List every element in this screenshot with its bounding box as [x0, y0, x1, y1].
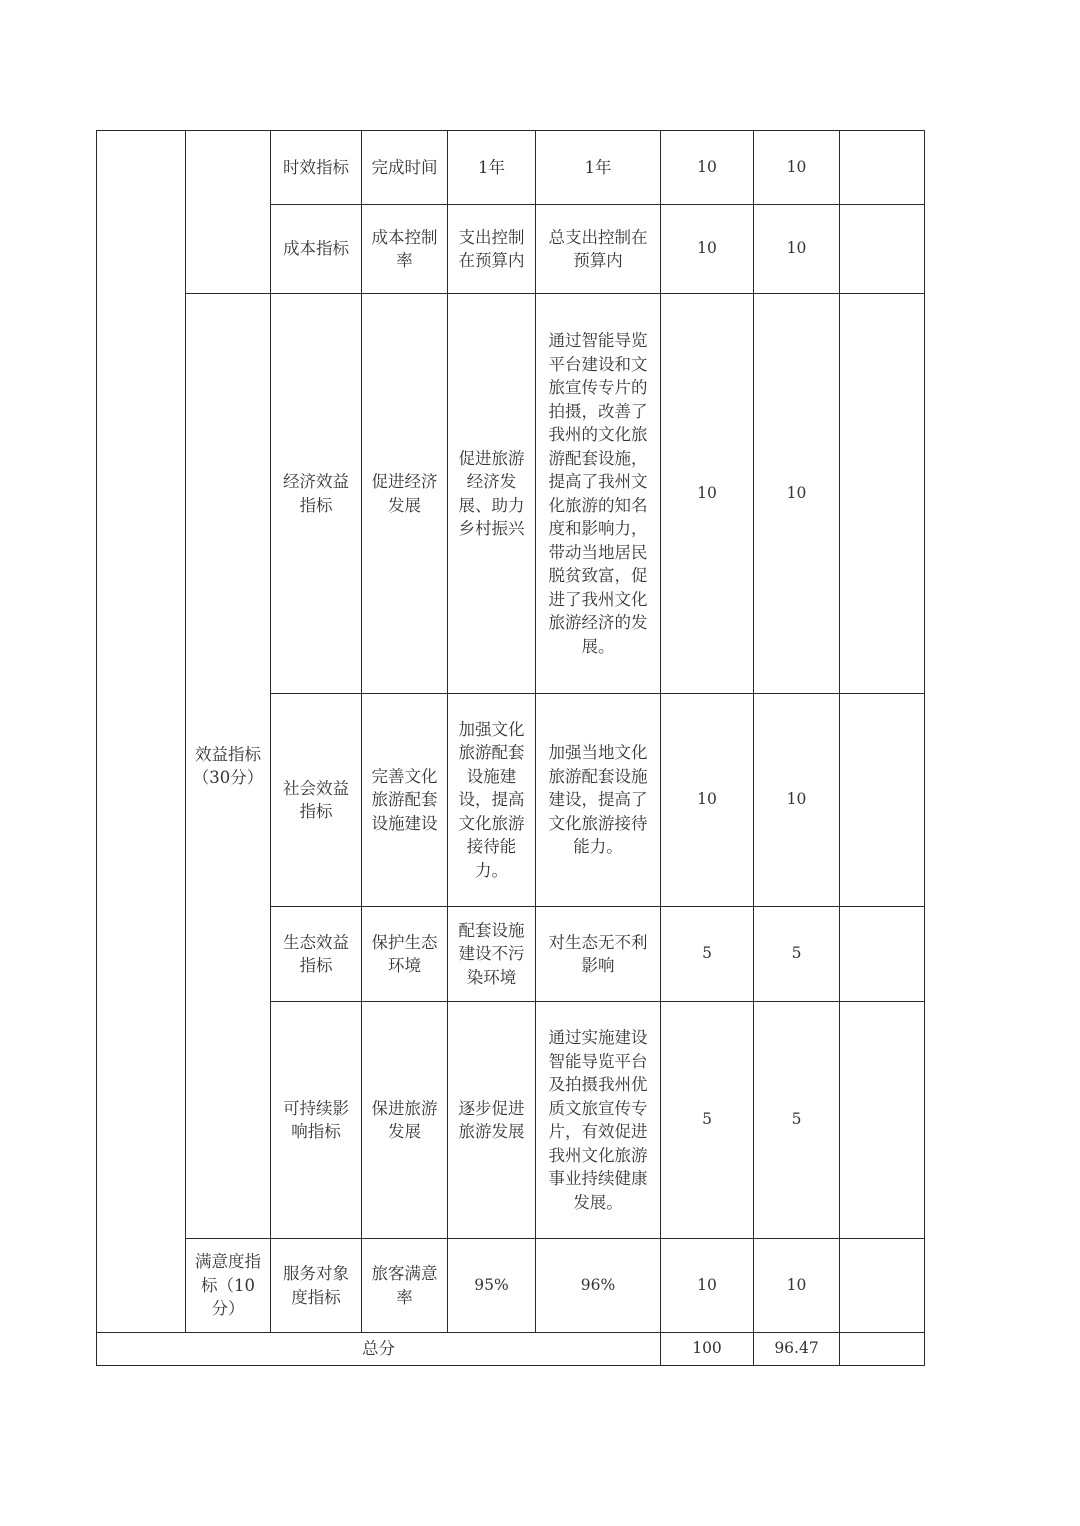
target-cell: 配套设施建设不污染环境 [448, 907, 536, 1002]
satisfaction-group-cell: 满意度指标（10分） [186, 1239, 271, 1333]
weight-cell: 5 [661, 1002, 754, 1239]
sub-indicator-cell: 完成时间 [362, 131, 448, 205]
performance-table [96, 130, 925, 1366]
table-row-timeliness [97, 131, 925, 205]
target-cell: 加强文化旅游配套设施建设，提高文化旅游接待能力。 [448, 694, 536, 907]
sub-indicator-cell: 促进经济发展 [362, 294, 448, 694]
sub-indicator-cell: 旅客满意率 [362, 1239, 448, 1333]
target-cell: 1年 [448, 131, 536, 205]
note-cell [840, 1002, 925, 1239]
benefit-group-cell: 效益指标（30分） [186, 294, 271, 1239]
sub-indicator-cell: 保护生态环境 [362, 907, 448, 1002]
weight-cell: 10 [661, 131, 754, 205]
total-weight-cell: 100 [661, 1333, 754, 1366]
score-cell: 5 [754, 1002, 840, 1239]
actual-cell: 通过实施建设智能导览平台及拍摄我州优质文旅宣传专片，有效促进我州文化旅游事业持续健康发展。 [536, 1002, 661, 1239]
weight-cell: 10 [661, 1239, 754, 1333]
target-cell: 95% [448, 1239, 536, 1333]
actual-cell: 加强当地文化旅游配套设施建设，提高了文化旅游接待能力。 [536, 694, 661, 907]
note-cell [840, 907, 925, 1002]
indicator-cell: 经济效益指标 [271, 294, 362, 694]
weight-cell: 5 [661, 907, 754, 1002]
score-cell: 10 [754, 694, 840, 907]
note-cell [840, 694, 925, 907]
score-cell: 5 [754, 907, 840, 1002]
indicator-cell: 可持续影响指标 [271, 1002, 362, 1239]
total-score-cell: 96.47 [754, 1333, 840, 1366]
note-cell [840, 205, 925, 294]
actual-cell: 对生态无不利影响 [536, 907, 661, 1002]
note-cell [840, 131, 925, 205]
indicator-cell: 服务对象度指标 [271, 1239, 362, 1333]
sub-indicator-cell: 保进旅游发展 [362, 1002, 448, 1239]
target-cell: 逐步促进旅游发展 [448, 1002, 536, 1239]
weight-cell: 10 [661, 205, 754, 294]
actual-cell: 1年 [536, 131, 661, 205]
total-note-cell [840, 1333, 925, 1366]
actual-cell: 96% [536, 1239, 661, 1333]
note-cell [840, 294, 925, 694]
actual-cell: 通过智能导览平台建设和文旅宣传专片的拍摄，改善了我州的文化旅游配套设施，提高了我州文化旅游的知名度和影响力，带动当地居民脱贫致富，促进了我州文化旅游经济的发展。 [536, 294, 661, 694]
sub-indicator-cell: 完善文化旅游配套设施建设 [362, 694, 448, 907]
blank-group-cell [186, 131, 271, 294]
table-row-economic [97, 294, 925, 694]
weight-cell: 10 [661, 294, 754, 694]
score-cell: 10 [754, 294, 840, 694]
sub-indicator-cell: 成本控制率 [362, 205, 448, 294]
weight-cell: 10 [661, 694, 754, 907]
indicator-cell: 时效指标 [271, 131, 362, 205]
score-cell: 10 [754, 205, 840, 294]
target-cell: 支出控制在预算内 [448, 205, 536, 294]
table-row-satisfaction [97, 1239, 925, 1333]
target-cell: 促进旅游经济发展、助力乡村振兴 [448, 294, 536, 694]
table-row-total [97, 1333, 925, 1366]
total-label-cell: 总分 [97, 1333, 661, 1366]
score-cell: 10 [754, 131, 840, 205]
blank-category-cell [97, 131, 186, 1333]
note-cell [840, 1239, 925, 1333]
indicator-cell: 社会效益指标 [271, 694, 362, 907]
indicator-cell: 生态效益指标 [271, 907, 362, 1002]
actual-cell: 总支出控制在预算内 [536, 205, 661, 294]
score-cell: 10 [754, 1239, 840, 1333]
indicator-cell: 成本指标 [271, 205, 362, 294]
